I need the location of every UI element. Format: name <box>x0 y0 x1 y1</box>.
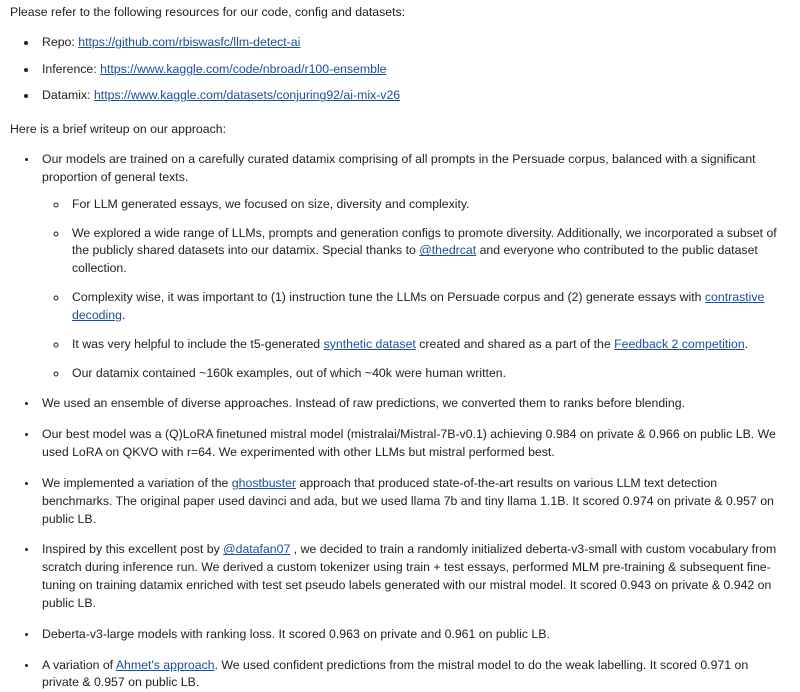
text-fragment: Deberta-v3-large models with ranking loss. It scored 0.963 on private and 0.961 on public LB. <box>42 626 550 641</box>
text-fragment: . <box>121 307 126 322</box>
resource-list <box>10 34 784 105</box>
text-fragment: Inspired by this excellent post by <box>42 542 224 557</box>
list-item <box>68 196 784 214</box>
resource-link[interactable]: https://www.kaggle.com/datasets/conjuring92/ai-mix-v26 <box>93 88 401 103</box>
text-fragment: and everyone who contributed to the public dataset collection. <box>72 243 758 276</box>
text-fragment: A variation of <box>42 657 116 672</box>
resource-item <box>38 34 784 52</box>
resource-label: Datamix: <box>42 88 94 103</box>
resource-label: Repo: <box>42 34 79 49</box>
text-fragment: Complexity wise, it was important to (1) instruction tune the LLMs on Persuade corpus and (2) generate essays with <box>72 290 705 305</box>
resource-link[interactable]: https://www.kaggle.com/code/nbroad/r100-ensemble <box>100 61 387 76</box>
inline-link[interactable]: ghostbuster <box>231 475 297 490</box>
list-item <box>38 657 784 692</box>
list-item <box>38 395 784 413</box>
list-item <box>68 289 784 325</box>
intro-paragraph: Please refer to the following resources for our code, config and datasets: <box>10 5 406 19</box>
inline-link[interactable]: contrastive decoding <box>72 290 765 322</box>
list-item <box>38 475 784 528</box>
sub-bullet-list <box>42 196 784 383</box>
text-fragment: We explored a wide range of LLMs, prompts and generation configs to promote diversity. Additionally, we incorporated a subset of the publicly shared datasets into our datamix. Special thanks to <box>72 225 777 258</box>
text-fragment: , we decided to train a randomly initialized deberta-v3-small with custom vocabulary from scratch during inference run. We derived a custom tokenizer using train + test essays, performed MLM pre-training & subsequent fine-tuning on training datamix enriched with test set pseudo labels generated with our mistral model. It scored 0.943 on private & 0.942 on public LB. <box>42 542 777 610</box>
text-fragment: It was very helpful to include the t5-generated <box>72 336 324 351</box>
text-fragment: We used an ensemble of diverse approaches. Instead of raw predictions, we converted them to ranks before blending. <box>42 396 685 411</box>
list-item <box>38 426 784 462</box>
resource-item <box>38 61 784 79</box>
resource-label: Inference: <box>42 61 101 76</box>
text-fragment: For LLM generated essays, we focused on size, diversity and complexity. <box>72 196 470 211</box>
text-fragment: Our models are trained on a carefully curated datamix comprising of all prompts in the Persuade corpus, balanced with a significant proportion of general texts. <box>42 152 756 184</box>
inline-link[interactable]: synthetic dataset <box>323 336 416 351</box>
resource-link[interactable]: https://github.com/rbiswasfc/llm-detect-ai <box>78 34 301 49</box>
inline-link[interactable]: Ahmet's approach <box>115 657 215 672</box>
list-item <box>38 541 784 612</box>
text-fragment: . We used confident predictions from the mistral model to do the weak labelling. It scored 0.971 on private & 0.957 on public LB. <box>42 657 749 690</box>
inline-link[interactable]: @datafan07 <box>223 542 291 557</box>
text-fragment: Our datamix contained ~160k examples, out of which ~40k were human written. <box>72 365 507 380</box>
approach-bullet-list <box>10 151 784 692</box>
list-item <box>38 626 784 644</box>
list-item <box>68 225 784 278</box>
inline-link[interactable]: Feedback 2 competition <box>614 336 745 351</box>
list-item <box>68 336 784 354</box>
list-item <box>38 151 784 382</box>
text-fragment: . <box>744 336 749 351</box>
list-item <box>68 365 784 383</box>
text-fragment: Our best model was a (Q)LoRA finetuned mistral model (mistralai/Mistral-7B-v0.1) achieving 0.984 on private & 0.966 on public LB. We used LoRA on QKVO with r=64. We experimented with other LLMs but mistral performed best. <box>42 427 776 460</box>
text-fragment: created and shared as a part of the <box>415 336 615 351</box>
text-fragment: approach that produced state-of-the-art results on various LLM text detection benchmarks. The original paper used davinci and ada, but we used llama 7b and tiny llama 1.1B. It scored 0.974 on private & 0.957 on public LB. <box>42 475 774 526</box>
writeup-heading: Here is a brief writeup on our approach: <box>10 122 226 137</box>
text-fragment: We implemented a variation of the <box>42 475 232 490</box>
inline-link[interactable]: @thedrcat <box>419 243 477 258</box>
resource-item <box>38 87 784 105</box>
